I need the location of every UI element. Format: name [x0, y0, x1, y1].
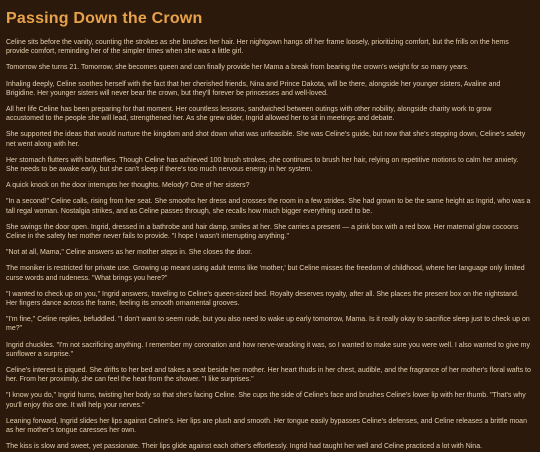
story-paragraph: A quick knock on the door interrupts her thoughts. Melody? One of her sisters? [6, 182, 250, 190]
story-paragraph: "I know you do," Ingrid hums, twisting her body so that she's facing Celine. She cups the side of Celine's face and brushes Celine's lower lip with her thumb. "That's why you'll enjoy this one. It will help your nerves." [6, 392, 526, 409]
story-paragraph: She supported the ideas that would nurture the kingdom and shot down what was unfeasible. She was Celine's guide, but now that she's stepping down, Celine's safety net went along with her. [6, 131, 526, 148]
story-title: Passing Down the Crown [6, 10, 203, 27]
story-paragraph: She swings the door open. Ingrid, dressed in a bathrobe and hair damp, smiles at her. She carries a present — a pink box with a red bow. Her maternal glow cocoons Celine in the safety her mother never fails to provide. "I hope I wasn't interrupting anything." [6, 223, 519, 241]
story-paragraph: "I wanted to check up on you," Ingrid answers, traveling to Celine's queen-sized bed. Royalty deserves royalty, after all. She places the present box on the nightstand. Her fingers dance across the frame, feeling its smooth ornamental grooves. [6, 290, 519, 308]
story-paragraph: Inhaling deeply, Celine soothes herself with the fact that her cherished friends, Nina and Prince Dakota, will be there, alongside her younger sisters, Avaline and Brigidine. Her younger sisters will never bear the crown, but they'll forever be princesses and well-loved. [6, 80, 501, 97]
story-paragraph: "I'm fine," Celine replies, befuddled. "I don't want to seem rude, but you also need to wake up early tomorrow, Mama. Is it really okay to sacrifice sleep just to check up on me?" [6, 316, 530, 333]
story-paragraph: "In a second!" Celine calls, rising from her seat. She smooths her dress and crosses the room in a few strides. She had grown to be the same height as Ingrid, who was a tall regal woman. Nostalgia strikes, and as Celine passes through, she recalls how much bigger everything used to be. [6, 198, 531, 215]
story-body [6, 38, 531, 452]
story-paragraph: Her stomach flutters with butterflies. Though Celine has achieved 100 brush strokes, she continues to brush her hair, relying on repetitive motions to calm her anxiety. She needs to be awake early, but she can't sleep if there's too much nervous energy in her system. [6, 156, 519, 174]
story-paragraph: Leaning forward, Ingrid slides her lips against Celine's. Her lips are plush and smooth. Her tongue easily bypasses Celine's defenses, and Celine releases a brittle moan as her mother's tongue caresses her own. [6, 417, 527, 435]
story-paragraph: All her life Celine has been preparing for that moment. Her countless lessons, sandwiched between outings with other nobility, alongside charity work to grow accustomed to the people she will lead, strengthened her. As she grew older, Ingrid allowed her to sit in meetings and debate. [6, 106, 492, 123]
story-paragraph: Tomorrow she turns 21. Tomorrow, she becomes queen and can finally provide her Mama a break from bearing the crown's weight for so many years. [6, 64, 469, 72]
story-paragraph: The kiss is slow and sweet, yet passionate. Their lips glide against each other's effortlessly. Ingrid had taught her well and Celine practiced a lot with Nina. [6, 443, 483, 451]
story-paragraph: The moniker is restricted for private use. Growing up meant using adult terms like 'mother,' but Celine misses the freedom of childhood, where her language only limited curse words and rudeness. "What brings you here?" [6, 265, 525, 282]
story-paragraph: "Not at all, Mama," Celine answers as her mother steps in. She closes the door. [6, 249, 253, 257]
story-paragraph: Ingrid chuckles. "I'm not sacrificing anything. I remember my coronation and how nerve-wracking it was, so I wanted to make sure you were well. I also wanted to give my sunflower a surprise." [6, 341, 530, 358]
story-paragraph: Celine sits before the vanity, counting the strokes as she brushes her hair. Her nightgown hangs off her frame loosely, prioritizing comfort, but the frills on the hems provide comfort, reminding her of the simpler times when she was a little girl. [6, 39, 509, 56]
story-paragraph: Celine's interest is piqued. She drifts to her bed and takes a seat beside her mother. Her heart thuds in her chest, audible, and the fragrance of her mother's floral wafts to her. From her proximity, she can feel the heat from the shower. "I like surprises." [6, 367, 531, 384]
